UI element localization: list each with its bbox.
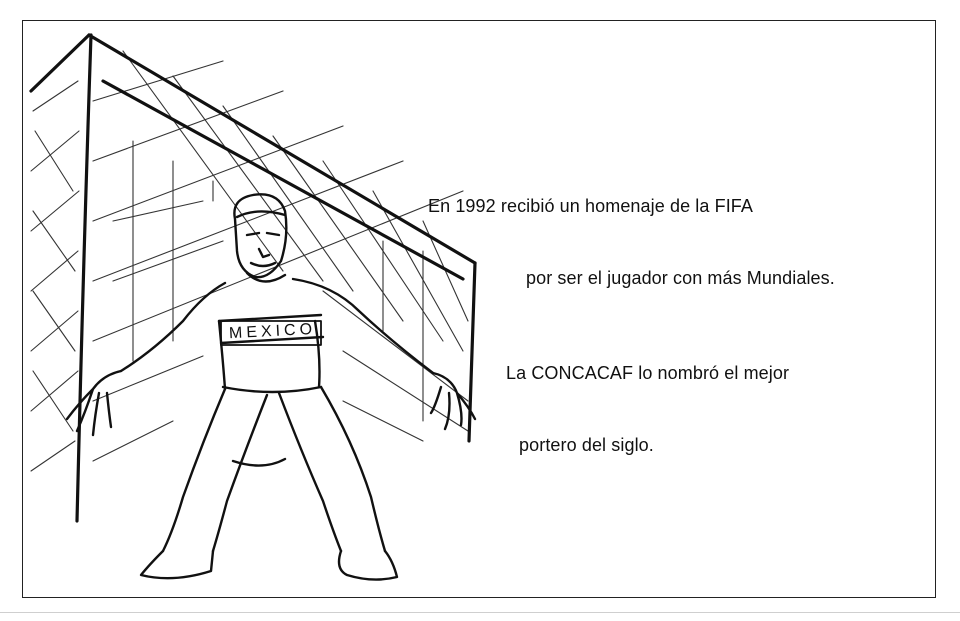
caption-line-4: portero del siglo.	[519, 435, 654, 455]
comic-panel	[22, 20, 936, 598]
caption-line-2: por ser el jugador con más Mundiales.	[526, 268, 835, 288]
jersey-label: MEXICO	[228, 320, 317, 343]
caption-line-3: La CONCACAF lo nombró el mejor	[506, 363, 790, 383]
goalkeeper-illustration	[23, 21, 936, 598]
page-divider	[0, 612, 960, 613]
caption-line-1: En 1992 recibió un homenaje de la FIFA	[428, 196, 754, 216]
